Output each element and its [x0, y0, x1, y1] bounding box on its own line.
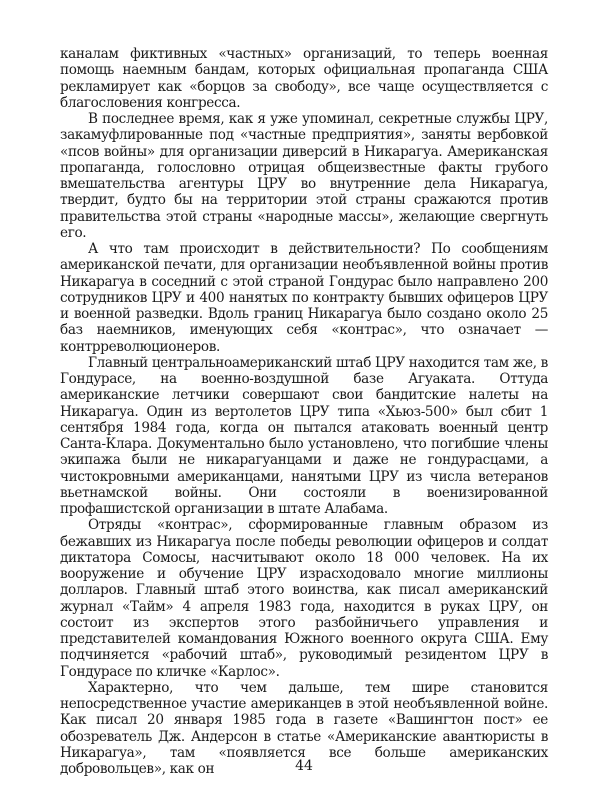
- page-body: [60, 46, 548, 777]
- paragraph-2: В последнее время, как я уже упоминал, секретные службы ЦРУ, закамуфлированные под «частные предприятия», заняты вербовкой «псов войны» для организации диверсий в Никарагуа. Американская пропаганда, голословно отрицая общеизвестные факты грубого вмешательства агентуры ЦРУ во внутренние дела Никарагуа, твердит, будто бы на территории этой страны сражаются против правительства этой страны «народные массы», желающие свергнуть его.: [60, 111, 548, 241]
- paragraph-5: Отряды «контрас», сформированные главным образом из бежавших из Никарагуа после победы революции офицеров и солдат диктатора Сомосы, насчитывают около 18 000 человек. На их вооружение и обучение ЦРУ израсходовало многие миллионы долларов. Главный штаб этого воинства, как писал американский журнал «Тайм» 4 апреля 1983 года, находится в руках ЦРУ, он состоит из экспертов этого разбойничьего управления и представителей командования Южного военного округа США. Ему подчиняется «рабочий штаб», руководимый резидентом ЦРУ в Гондурасе по кличке «Карлос».: [60, 517, 548, 680]
- paragraph-4: Главный центральноамериканский штаб ЦРУ находится там же, в Гондурасе, на военно-воздушной базе Агуаката. Оттуда американские летчики совершают свои бандитские налеты на Никарагуа. Один из вертолетов ЦРУ типа «Хьюз-500» был сбит 1 сентября 1984 года, когда он пытался атаковать военный центр Санта-Клара. Документально было установлено, что погибшие члены экипажа были не никарагуанцами и даже не гондурасцами, а чистокровными американцами, нанятыми ЦРУ из числа ветеранов вьетнамской войны. Они состояли в военизированной профашистской организации в штате Алабама.: [60, 354, 548, 517]
- page-number: 44: [295, 758, 313, 774]
- paragraph-1: каналам фиктивных «частных» организаций, то теперь военная помощь наемным бандам, которых официальная пропаганда США рекламирует как «борцов за свободу», все чаще осуществляется с благословения конгресса.: [60, 46, 548, 111]
- paragraph-3: А что там происходит в действительности? По сообщениям американской печати, для организации необъявленной войны против Никарагуа в соседний с этой страной Гондурас было направлено 200 сотрудников ЦРУ и 400 нанятых по контракту бывших офицеров ЦРУ и военной разведки. Вдоль границ Никарагуа было создано около 25 баз наемников, именующих себя «контрас», что означает — контрреволюционеров.: [60, 241, 548, 355]
- paragraph-6: Характерно, что чем дальше, тем шире становится непосредственное участие американцев в этой необъявленной войне. Как писал 20 января 1985 года в газете «Вашингтон пост» ее обозреватель Дж. Андерсон в статье «Американские авантюристы в Никарагуа», там «появляется все больше американских добровольцев», как он: [60, 679, 548, 777]
